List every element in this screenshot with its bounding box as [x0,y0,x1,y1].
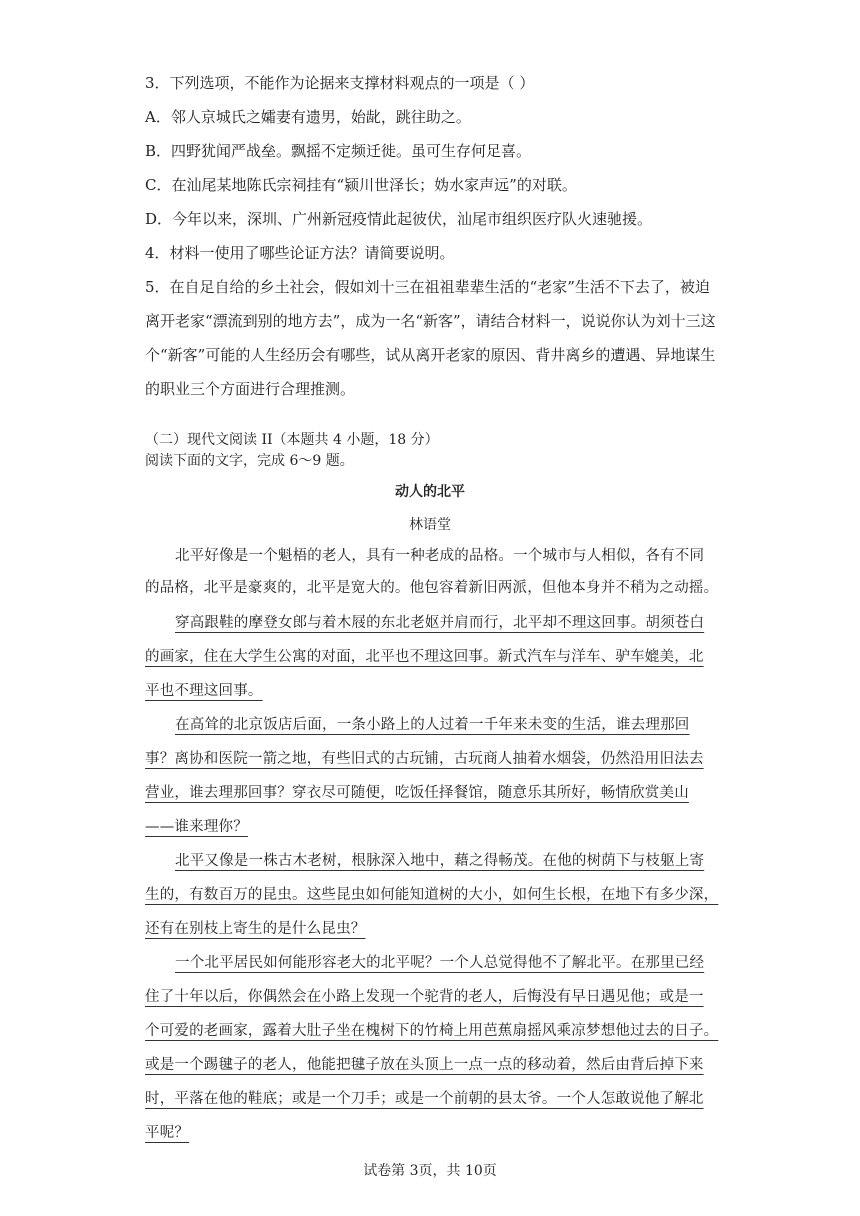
question-5-line: 个“新客”可能的人生经历会有哪些，试从离开老家的原因、背井离乡的遭遇、异地谋生 [145,346,716,364]
article-line: 的画家，住在大学生公寓的对面，北平也不理这回事。新式汽车与洋车、驴车媲美，北 [145,649,704,665]
section-heading: （二）现代文阅读 II（本题共 4 小题，18 分） [145,432,439,448]
question-4: 4．材料一使用了哪些论证方法？请简要说明。 [145,244,455,262]
article-line: 平也不理这回事。 [145,683,263,699]
option-d: D．今年以来，深圳、广州新冠疫情此起彼伏，汕尾市组织医疗队火速驰援。 [145,210,653,228]
article-line: 或是一个踢毽子的老人，他能把毽子放在头顶上一点一点的移动着，然后由背后掉下来 [145,1057,704,1073]
article-line: 北平好像是一个魁梧的老人，具有一种老成的品格。一个城市与人相似，各有不同 [175,548,705,564]
question-3: 3．下列选项，不能作为论据来支撑材料观点的一项是（ ） [145,74,535,92]
option-a: A．邻人京城氏之孀妻有遗男，始龀，跳往助之。 [145,108,471,126]
question-5-line: 5．在自足自给的乡土社会，假如刘十三在祖祖辈辈生活的“老家”生活不下去了，被迫 [145,278,710,296]
article-line: 个可爱的老画家，露着大肚子坐在槐树下的竹椅上用芭蕉扇摇风乘凉梦想他过去的日子。 [145,1023,719,1039]
article-line: 时，平落在他的鞋底；或是一个刀手；或是一个前朝的县太爷。一个人怎敢说他了解北 [145,1091,704,1107]
article-line: 生的，有数百万的昆虫。这些昆虫如何能知道树的大小，如何生长根，在地下有多少深， [145,887,719,903]
article-line: 事？离协和医院一箭之地，有些旧式的古玩铺，古玩商人抽着水烟袋，仍然沿用旧法去 [145,751,704,767]
question-5-line: 的职业三个方面进行合理推测。 [145,380,356,398]
page-footer: 试卷第 3页，共 10页 [363,1163,497,1179]
article-line: 穿高跟鞋的摩登女郎与着木屐的东北老妪并肩而行，北平却不理这回事。胡须苍白 [175,615,705,631]
article-title: 动人的北平 [395,484,465,500]
article-line: ——谁来理你？ [145,819,248,835]
option-b: B．四野犹闻严战垒。飘摇不定频迁徙。虽可生存何足喜。 [145,142,532,160]
question-5-line: 离开老家“漂流到别的地方去”，成为一名“新客”，请结合材料一，说说你认为刘十三这 [145,312,716,330]
article-author: 林语堂 [409,517,451,533]
article-line: 北平又像是一株古木老树，根脉深入地中，藉之得畅茂。在他的树荫下与枝躯上寄 [175,853,705,869]
article-line: 平呢？ [145,1125,190,1141]
article-line: 营业，谁去理那回事？穿衣尽可随便，吃饭任择餐馆，随意乐其所好，畅情欣赏美山 [145,785,689,801]
article-line: 还有在别枝上寄生的是什么昆虫？ [145,921,366,937]
article-line: 在高耸的北京饭店后面，一条小路上的人过着一千年来未变的生活，谁去理那回 [175,717,690,733]
section-instruction: 阅读下面的文字，完成 6～9 题。 [145,453,354,469]
article-line: 的品格，北平是豪爽的，北平是宽大的。他包容着新旧两派，但他本身并不稍为之动摇。 [145,580,719,596]
article-line: 一个北平居民如何能形容老大的北平呢？一个人总觉得他不了解北平。在那里已经 [175,955,705,971]
article-line: 住了十年以后，你偶然会在小路上发现一个驼背的老人，后悔没有早日遇见他；或是一 [145,989,704,1005]
option-c: C．在汕尾某地陈氏宗祠挂有“颍川世泽长；妫水家声远”的对联。 [145,176,577,194]
